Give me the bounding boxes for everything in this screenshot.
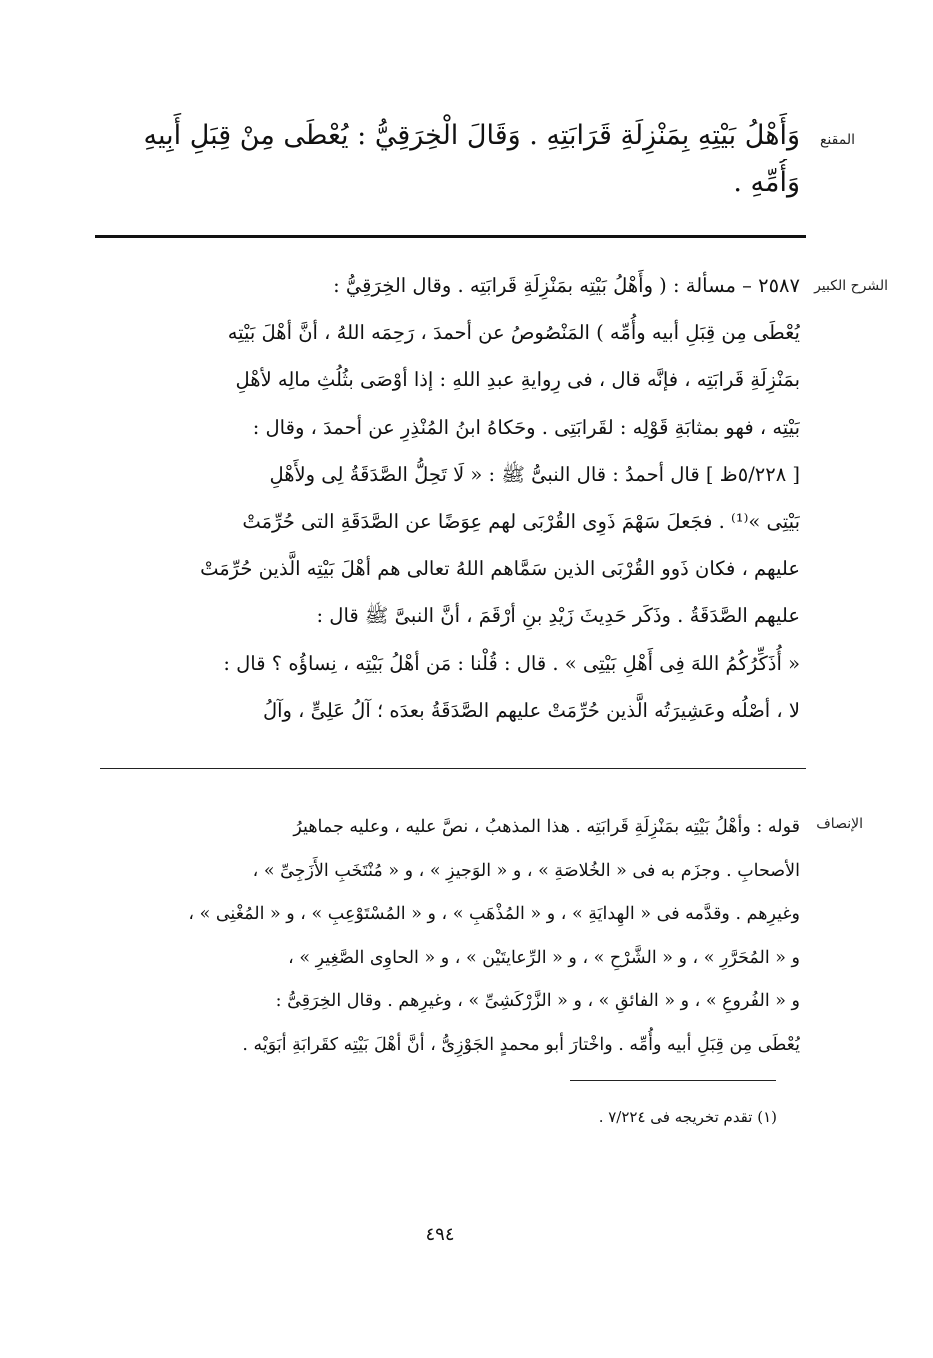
sharh-line: بَيْتِى »⁽¹⁾ . فجَعلَ سَهْمَ ذَوِى القُرْبَى لهم عِوَضًا عن الصَّدَقَةِ التى حُرِّمَتْ — [242, 510, 800, 534]
muqni-line: وَأَهْلُ بَيْتِهِ بِمَنْزِلَةِ قَرَابَتِهِ . وَقَالَ الْخِرَقِيُّ : يُعْطَى مِنْ قِبَلِ أَبِيهِ — [143, 120, 800, 151]
insaf-line: قوله : وأهْلُ بَيْتِه بمَنْزِلَةِ قَرابَتِه . هذا المذهبُ ، نصَّ عليه ، وعليه جماهيرُ — [293, 817, 800, 837]
sharh-line: يُعْطَى مِن قِبَلِ أبيه وأُمِّه ) المَنْصُوصُ عن أحمدَ ، رَحِمَه اللهُ ، أنَّ أهْلَ بَيْتِه — [227, 321, 800, 345]
sharh-line: عليهم الصَّدَقَةُ . وذَكَر حَدِيثَ زَيْدِ بنِ أرْقَمَ ، أنَّ النبىَّ ﷺ قال : — [316, 604, 800, 628]
sharh-line: بمَنْزِلَةِ قَرابَتِه ، فإنَّه قال ، فى رِوايةِ عبدِ اللهِ : إذا أوْصَى بثُلُثِ مالِه لأهْلِ — [235, 368, 800, 392]
sharh-line: ٢٥٨٧ – مسألة : ( وأَهْلُ بَيْتِه بمَنْزِلَةِ قَرابَتِه . وقال الخِرَقِيُّ : — [333, 274, 800, 297]
insaf-line: يُعْطَى مِن قِبَلِ أبيه وأُمِّه . واخْتارَ أبو محمدٍ الجَوْزِىُّ ، أنَّ أهْلَ بَيْتِه كقَرابَةِ أبَوَيْه . — [242, 1034, 800, 1055]
footnote: (١) تقدم تخريجه فى ٧/٢٢٤ . — [598, 1108, 777, 1126]
sharh-line: بَيْتِه ، فهو بمثابَةِ قَوْلِه : لقَرابَتِى . وحَكاهُ ابنُ المُنْذِرِ عن أحمدَ ، وقال : — [252, 415, 800, 439]
footnote-divider — [570, 1080, 776, 1081]
sharh-line: [ ٥/٢٢٨ظ ] قال أحمدُ : قال النبىُّ ﷺ : « لَا تَحِلُّ الصَّدَقَةُ لِى ولأَهْلِ — [269, 462, 800, 486]
sharh-line: لا ، أصْلُه وعَشِيرَتُه الَّذين حُرِّمَتْ عليهم الصَّدَقَةُ بعدَه ؛ آلُ عَلِىٍّ ، وآلُ — [262, 698, 800, 722]
sharh-line: عليهم ، فكان ذَوو القُرْبَى الذين سَمَّاهم اللهُ تعالى هم أهْلَ بَيْتِه الَّذين حُرِّمَتْ — [200, 557, 800, 581]
section-label-insaf: الإنصاف — [816, 816, 863, 832]
muqni-text — [95, 112, 800, 206]
insaf-text — [100, 806, 800, 1067]
insaf-line: وغيرِهم . وقدَّمه فى « الهِدايَةِ » ، و « المُذْهَبِ » ، و « المُسْتَوْعِبِ » ، و « المُغْنِى » ، — [188, 904, 800, 924]
insaf-line: و « المُحَرَّرِ » ، و « الشَّرْحِ » ، و « الرِّعايتَيْن » ، و « الحاوِى الصَّغِيرِ » ، — [288, 947, 800, 968]
page-number: ٤٩٤ — [425, 1224, 455, 1245]
insaf-line: الأصحابِ . وجزَم به فى « الخُلاصَةِ » ، و « الوَجيزِ » ، و « مُنْتَخَبِ الأَزَجِىِّ » ، — [252, 860, 800, 881]
muqni-line: وَأُمِّهِ . — [733, 167, 800, 198]
section-divider-thin — [100, 768, 806, 769]
section-divider-thick — [95, 235, 806, 238]
section-label-muqni: المقنع — [819, 132, 855, 148]
sharh-text — [100, 262, 800, 734]
insaf-line: و « الفُروعِ » ، و « الفائقِ » ، و « الزَّرْكَشِىِّ » ، وغيرِهم . وقال الخِرَقِىُّ : — [275, 991, 800, 1011]
sharh-line: « أُذَكِّرُكُمُ اللهَ فِى أَهْلِ بَيْتِى » . قال : قُلْنا : مَن أهْلُ بَيْتِه ، نِساؤُه ؟ قال : — [223, 651, 800, 675]
section-label-sharh: الشرح الكبير — [814, 278, 888, 294]
